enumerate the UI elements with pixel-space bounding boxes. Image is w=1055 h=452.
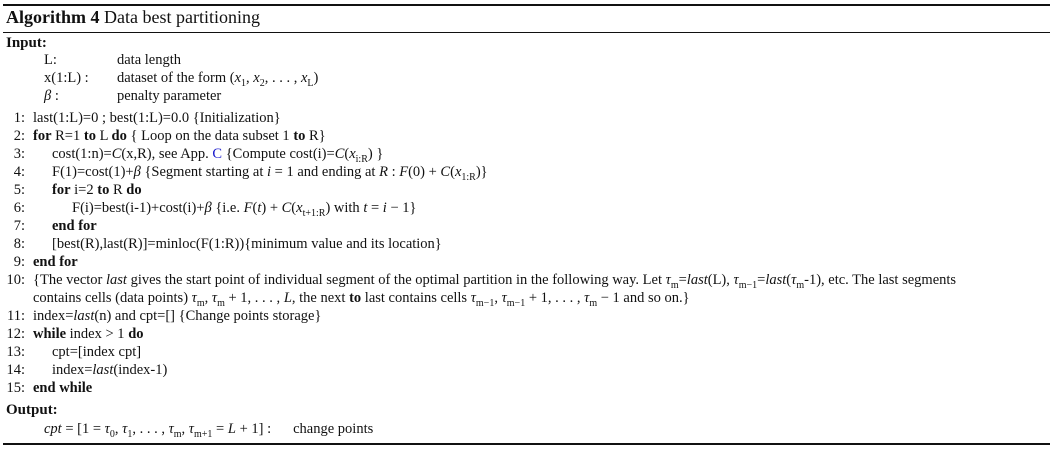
algorithm-title: [6, 7, 260, 28]
line-text: F(i)=best(i-1)+cost(i)+β {i.e. $F(t) + C(x_{t+1:R})$ with t = i − 1}: [72, 200, 417, 219]
line-number: 12:: [6, 326, 25, 342]
line-text: for R=1 to L do { Loop on the data subset 1 to R}: [33, 128, 326, 144]
output-label: Output:: [6, 402, 58, 418]
line-text: index=last(n) and cpt=[] {Change points storage}: [33, 308, 322, 324]
input-name: x(1:L) :: [44, 70, 89, 86]
bottom-rule: [3, 443, 1050, 445]
line-number: 1:: [13, 110, 25, 126]
line-text: {The vector last gives the start point of individual segment of the optimal partition in the following way. Let $\tau_m=last(L)$, $\tau_{m-1}=last(\tau_m-1)$, etc. The last segments: [33, 272, 957, 291]
line-number: 14:: [6, 362, 25, 378]
algorithm-number: Algorithm 4: [6, 7, 100, 27]
top-rule: [3, 4, 1050, 6]
line-text: [best(R),last(R)]=minloc(F(1:R)){minimum value and its location}: [52, 236, 442, 252]
line-text: end for: [52, 218, 97, 234]
line-number: 2:: [13, 128, 25, 144]
line-number: 4:: [13, 164, 25, 180]
line-text: F(1)=cost(1)+β {Segment starting at i = 1 and ending at R : $F(0) + C(x_{1:R})$}: [52, 164, 488, 183]
line-number: 8:: [13, 236, 25, 252]
line-text: while index > 1 do: [33, 326, 144, 342]
line-text: end while: [33, 380, 93, 396]
input-name: β :: [44, 88, 59, 104]
line-text: last(1:L)=0 ; best(1:L)=0.0 {Initialization}: [33, 110, 281, 126]
title-rule: [3, 32, 1050, 33]
input-desc: dataset of the form ($x_1$, $x_2$, . . . , $x_L$): [117, 70, 319, 89]
input-desc: data length: [117, 52, 182, 68]
line-number: 7:: [13, 218, 25, 234]
line-number: 3:: [13, 146, 25, 162]
line-number: 9:: [13, 254, 25, 270]
output-row: [44, 421, 373, 440]
line-number: 11:: [7, 308, 25, 324]
line-number: 10:: [6, 272, 25, 288]
line-text: index=last(index-1): [52, 362, 168, 378]
input-label: Input:: [6, 35, 47, 51]
line-number: 5:: [13, 182, 25, 198]
input-name: L:: [44, 52, 57, 68]
line-text: for i=2 to R do: [52, 182, 142, 198]
algorithm-name: Data best partitioning: [104, 7, 260, 27]
line-text: cpt=[index cpt]: [52, 344, 142, 360]
line-text: end for: [33, 254, 78, 270]
output-desc: change points: [293, 421, 374, 437]
output-expr: cpt = [$1 = \tau_0$, $\tau_1$, . . . , $\tau_m$, $\tau_{m+1} = L + 1$] :: [44, 421, 272, 440]
line-number: 6:: [13, 200, 25, 216]
line-text: cost(1:n)=C(x,R), see App. C {Compute $\cos t(i)=C(x_{i:R})$ }: [52, 146, 384, 165]
line-number: 15:: [6, 380, 25, 396]
algo-line-10-continuation: contains cells (data points) $\tau_m$, $\tau_m + 1$, . . . , L, the next to last contains cells $\tau_{m-1}$, $\tau_{m-1} + 1$, . . . , $\tau_m - 1$ and so on.}: [33, 290, 690, 309]
input-desc: penalty parameter: [117, 88, 222, 104]
line-number: 13:: [6, 344, 25, 360]
